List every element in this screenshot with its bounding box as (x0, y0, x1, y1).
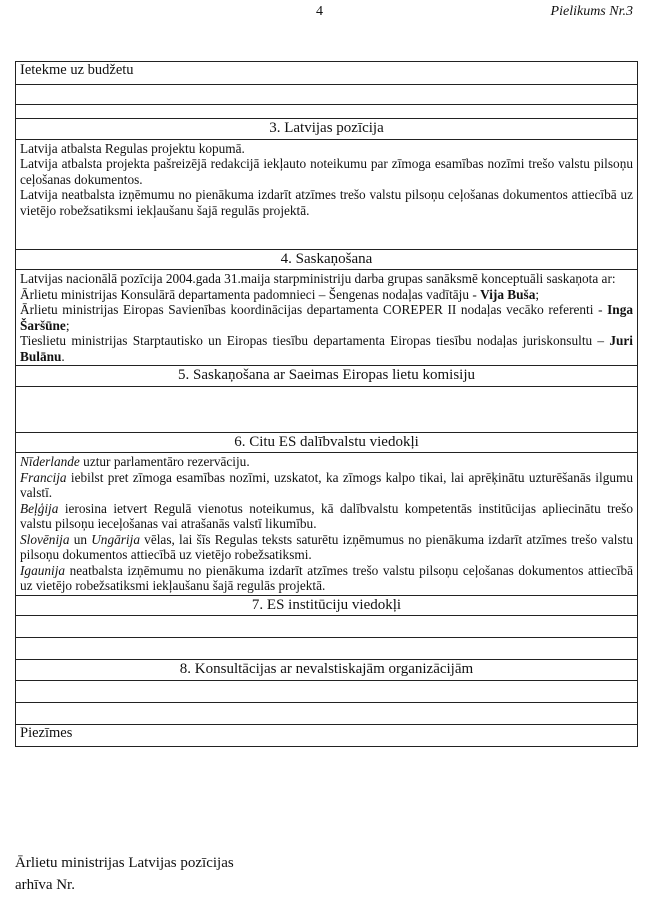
country: Slovēnija (20, 531, 70, 547)
text-line: Latvija atbalsta Regulas projektu kopumā. (20, 140, 245, 156)
person-name: Vija Buša (480, 286, 536, 302)
section-7-title: 7. ES institūciju viedokļi (16, 595, 638, 616)
empty-row (16, 680, 638, 702)
section-6-content (16, 453, 638, 596)
text-line: Latvija neatbalsta izņēmumu no pienākuma izdarīt atzīmes trešo valstu pilsoņu ceļošanas dokumentos attiecībā uz vietējo robežsatiksmi iekļaušanu šajā regulās projektā. (20, 187, 633, 218)
text-line: Latvijas nacionālā pozīcija 2004.gada 31.maija starpministriju darba grupas sanāksmē konceptuāli saskaņota ar: (20, 271, 616, 286)
text-line (20, 532, 633, 563)
empty-row (16, 85, 638, 105)
section-5-title: 5. Saskaņošana ar Saeimas Eiropas lietu komisiju (16, 366, 638, 387)
empty-row (16, 638, 638, 660)
country: Ungārija (91, 531, 140, 547)
text: neatbalsta izņēmumu no pienākuma izdarīt atzīmes trešo valstu pilsoņu ceļošanas dokumentos attiecībā uz vietējo robežsatiksmi iekļaušanu šajā regulās projektā. (20, 562, 633, 593)
text-line (20, 454, 633, 470)
text-line (20, 333, 633, 364)
text-line (20, 563, 633, 594)
text: Tieslietu ministrijas Starptautisko un Eiropas tiesību departamenta Eiropas tiesību nodaļas juriskonsultu – (20, 333, 610, 348)
text: vēlas, lai šīs Regulas teksts saturētu izņēmumus no pienākuma izdarīt atzīmes trešo valstu pilsoņu dokumentos attiecībā uz vietējo robežsatiksmi. (20, 531, 633, 562)
position-table (15, 61, 638, 747)
country: Francija (20, 469, 67, 485)
text-line: Latvija atbalsta projekta pašreizējā redakcijā iekļauto noteikumu par zīmoga esamības nozīmi trešo valstu pilsoņu ceļošanas dokumentos. (20, 156, 633, 187)
text: ; (65, 317, 70, 333)
notes-label: Piezīmes (16, 724, 638, 746)
text-line (20, 287, 633, 303)
text-line (20, 470, 633, 501)
text: . (61, 348, 65, 364)
page-number: 4 (316, 4, 323, 19)
section-3-title: 3. Latvijas pozīcija (16, 119, 638, 140)
text: Ārlietu ministrijas Konsulārā departamenta padomnieci – Šengenas nodaļas vadītāju - (20, 286, 481, 302)
text: Ārlietu ministrijas Eiropas Savienības koordinācijas departamenta COREPER II nodaļas vecāko referenti - (20, 302, 608, 317)
section-6-title: 6. Citu ES dalībvalstu viedokļi (16, 432, 638, 453)
person-name: Juri Bulānu (20, 333, 633, 364)
archive-footer (15, 852, 234, 896)
text-line (20, 501, 633, 532)
section-3-content (16, 139, 638, 249)
footer-line: Ārlietu ministrijas Latvijas pozīcijas (15, 855, 234, 871)
section-4-content (16, 270, 638, 366)
text: ; (535, 286, 540, 302)
country: Igaunija (20, 562, 66, 578)
footer-line: arhīva Nr. (15, 877, 75, 893)
country: Nīderlande (20, 454, 80, 469)
country: Beļģija (20, 500, 59, 516)
person-name: Inga Šaršūne (20, 302, 633, 333)
text: iebilst pret zīmoga esamības nozīmi, uzskatot, ka zīmogs kalpo tikai, lai aprēķinātu uzturēšanās ilgumu valstī. (20, 469, 633, 500)
text-line (20, 302, 633, 333)
budget-label: Ietekme uz budžetu (16, 62, 638, 85)
empty-row (16, 386, 638, 432)
section-8-title: 8. Konsultācijas ar nevalstiskajām organizācijām (16, 660, 638, 681)
text: ierosina ietvert Regulā vienotus noteikumus, kā dalībvalstu kompetentās institūcijas apliecinātu trešo valstu pilsoņu ieceļošanas vai atrašanās valstī likumību. (20, 500, 633, 531)
text: un (69, 531, 92, 547)
empty-row (16, 616, 638, 638)
empty-row (16, 702, 638, 724)
section-4-title: 4. Saskaņošana (16, 249, 638, 270)
empty-row (16, 105, 638, 119)
annex-label: Pielikums Nr.3 (550, 4, 633, 19)
text: uztur parlamentāro rezervāciju. (79, 454, 250, 469)
